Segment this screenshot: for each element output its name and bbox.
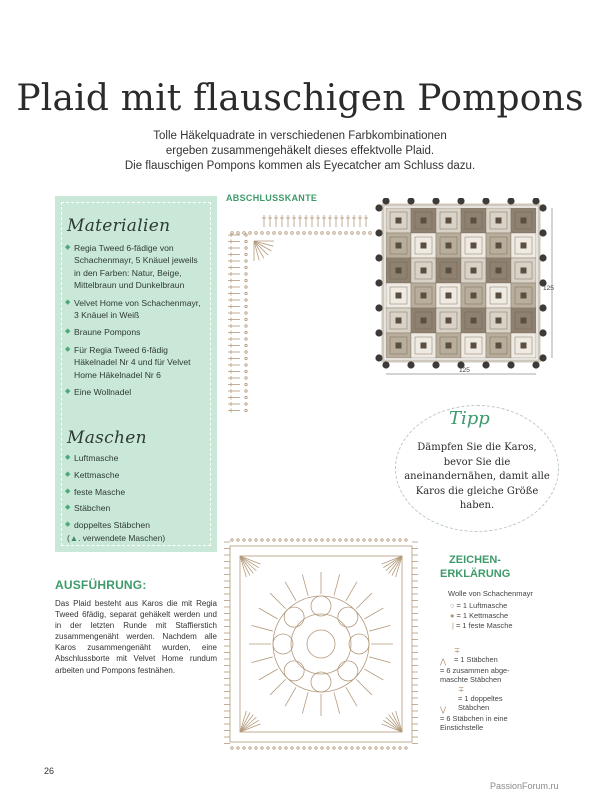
square-center — [421, 343, 427, 349]
square-center — [471, 243, 477, 249]
legend-label: = 6 zusammen abge- maschte Stäbchen — [440, 666, 510, 684]
chain-mark — [357, 539, 359, 541]
chain-mark — [309, 539, 311, 541]
square-center — [521, 343, 527, 349]
list-item: ◆ Braune Pompons — [65, 326, 205, 338]
chain-mark — [279, 539, 281, 541]
chain-mark — [375, 747, 377, 749]
chain-mark — [357, 232, 360, 235]
chain-mark — [285, 539, 287, 541]
square-center — [521, 268, 527, 274]
chain-mark — [345, 232, 348, 235]
chain-mark — [245, 325, 247, 327]
petal — [349, 634, 369, 654]
chain-mark — [261, 539, 263, 541]
chain-mark — [245, 396, 247, 398]
subtitle-line: Die flauschigen Pompons kommen als Eyecatcher am Schluss dazu. — [124, 160, 476, 172]
chain-mark — [245, 370, 247, 372]
chain-mark — [399, 539, 401, 541]
legend-label: = 1 doppeltes Stäbchen — [458, 694, 503, 712]
chain-mark — [245, 312, 247, 314]
square-center — [496, 268, 502, 274]
chain-mark — [291, 232, 294, 235]
chain-mark — [245, 318, 247, 320]
petal — [284, 661, 304, 681]
ray — [251, 657, 272, 663]
chain-mark — [273, 232, 276, 235]
chain-mark — [245, 260, 247, 262]
legend-heading — [440, 553, 510, 581]
blanket-diagram — [374, 198, 560, 376]
shell-icon: ⋁ — [440, 705, 447, 714]
chain-mark — [351, 232, 354, 235]
square-center — [396, 343, 402, 349]
stitches-heading: Maschen — [67, 428, 147, 448]
chain-mark — [333, 747, 335, 749]
chain-mark — [315, 539, 317, 541]
chain-mark — [245, 273, 247, 275]
square-center — [496, 293, 502, 299]
square-center — [421, 268, 427, 274]
chain-mark — [267, 539, 269, 541]
execution-text: Das Plaid besteht aus Karos die mit Regia Tweed 6fädig, separat gehäkelt werden und in der letzten Runde mit Staffierstich zusammengenäht werden. Nachdem alle Karos zusammengenäht wurden, eine Abschlussborte mit Velvet Home rundum arbeiten und Pompons festnähen. — [55, 599, 217, 675]
chain-mark — [273, 747, 275, 749]
list-item: ◆ Velvet Home von Schachenmayr, 3 Knäuel in Weiß — [65, 297, 205, 322]
chain-mark — [393, 747, 395, 749]
legend-label: = 1 Luftmasche — [456, 601, 508, 610]
legend-item — [450, 611, 508, 620]
pompon — [532, 361, 539, 368]
chain-mark — [381, 747, 383, 749]
subtitle-line: Tolle Häkelquadrate in verschiedenen Farbkombinationen — [153, 130, 447, 142]
chain-mark — [387, 747, 389, 749]
ray — [364, 608, 383, 619]
chain-mark — [245, 377, 247, 379]
cluster-icon: ⋀ — [440, 657, 447, 666]
chain-mark — [245, 279, 247, 281]
chain-mark — [381, 539, 383, 541]
chain-mark — [339, 747, 341, 749]
legend-label: = 1 feste Masche — [455, 621, 513, 630]
chain-mark — [375, 539, 377, 541]
chain-mark — [245, 266, 247, 268]
chain-mark — [285, 747, 287, 749]
chain-mark — [273, 539, 275, 541]
square-center — [446, 218, 452, 224]
chain-mark — [255, 232, 258, 235]
chain-mark — [369, 232, 372, 235]
chain-mark — [245, 240, 247, 242]
chain-mark — [303, 747, 305, 749]
materials-list — [65, 242, 205, 403]
list-item: ◆ Für Regia Tweed 6-fädig Häkelnadel Nr 4 und für Velvet Home Häkelnadel Nr 6 — [65, 344, 205, 381]
square-center — [396, 243, 402, 249]
chain-mark — [245, 351, 247, 353]
chain-mark — [237, 747, 239, 749]
pompon — [375, 204, 382, 211]
legend-label: = 1 Kettmasche — [456, 611, 509, 620]
petal — [311, 672, 331, 692]
chain-mark — [245, 299, 247, 301]
chain-mark — [363, 232, 366, 235]
legend-yarn: Wolle von Schachenmayr — [448, 589, 533, 598]
slip-stitch-icon: ● — [450, 611, 455, 620]
stitches-list — [65, 452, 205, 536]
petal — [273, 634, 293, 654]
chain-mark — [261, 747, 263, 749]
chain-mark — [249, 747, 251, 749]
chain-mark — [405, 539, 407, 541]
chain-mark — [245, 292, 247, 294]
width-label: 125 — [459, 367, 470, 374]
square-center — [396, 293, 402, 299]
treble-crochet-icon: ∓ — [458, 685, 465, 694]
chain-mark — [245, 338, 247, 340]
pompon — [375, 329, 382, 336]
square-center — [421, 218, 427, 224]
chain-mark — [245, 364, 247, 366]
chain-mark — [245, 344, 247, 346]
pompon — [375, 304, 382, 311]
ray — [356, 593, 372, 609]
pompon — [539, 354, 546, 361]
motif-chart — [222, 534, 420, 754]
single-crochet-icon: | — [452, 621, 454, 630]
square-center — [471, 218, 477, 224]
pompon — [375, 354, 382, 361]
chain-mark — [245, 383, 247, 385]
legend-label: = 6 Stäbchen in eine Einstichstelle — [440, 714, 508, 732]
ray — [369, 657, 390, 663]
chain-mark — [267, 232, 270, 235]
chain-mark — [387, 539, 389, 541]
chain-mark — [315, 747, 317, 749]
square-center — [446, 293, 452, 299]
square-center — [446, 318, 452, 324]
chain-mark — [351, 539, 353, 541]
chain-mark — [321, 747, 323, 749]
square-center — [471, 343, 477, 349]
chain-mark — [245, 305, 247, 307]
chain-mark — [279, 747, 281, 749]
pompon — [507, 361, 514, 368]
square-center — [421, 318, 427, 324]
pompon — [382, 361, 389, 368]
chain-mark — [339, 232, 342, 235]
stitches-note — [67, 533, 165, 543]
border-chart-heading: ABSCHLUSSKANTE — [226, 193, 318, 203]
chain-mark — [285, 232, 288, 235]
ray — [334, 574, 340, 595]
triangle-icon: ▲ — [69, 533, 79, 543]
page-number: 26 — [44, 766, 55, 776]
ray — [285, 582, 296, 601]
chain-mark — [255, 747, 257, 749]
pompon — [482, 361, 489, 368]
ray — [334, 692, 340, 713]
chain-mark — [297, 232, 300, 235]
square-center — [421, 293, 427, 299]
list-item: ◆ feste Masche — [65, 486, 205, 498]
list-item: ◆ Eine Wollnadel — [65, 386, 205, 398]
chain-mark — [333, 232, 336, 235]
square-center — [396, 318, 402, 324]
chain-mark — [351, 747, 353, 749]
square-center — [496, 318, 502, 324]
ray — [302, 692, 308, 713]
square-center — [446, 243, 452, 249]
height-label: 125 — [543, 285, 554, 292]
page-title: Plaid mit flauschigen Pompons — [16, 78, 584, 119]
chain-mark — [327, 232, 330, 235]
chain-mark — [291, 747, 293, 749]
pompon — [539, 329, 546, 336]
chain-mark — [327, 747, 329, 749]
chain-mark — [339, 539, 341, 541]
subtitle-line: ergeben zusammengehäkelt dieses effektvolle Plaid. — [165, 145, 435, 157]
pompon — [539, 304, 546, 311]
chain-mark — [237, 232, 240, 235]
motif-ring — [291, 614, 351, 674]
materials-heading: Materialien — [67, 216, 171, 236]
chain-mark — [291, 539, 293, 541]
chain-mark — [255, 539, 257, 541]
petal — [311, 596, 331, 616]
chain-mark — [231, 747, 233, 749]
chain-mark — [405, 747, 407, 749]
chain-mark — [245, 286, 247, 288]
chain-mark — [249, 232, 252, 235]
motif-ring — [273, 596, 369, 692]
ray — [369, 625, 390, 631]
double-crochet-icon: ∓ — [454, 646, 461, 655]
chain-mark — [245, 253, 247, 255]
chain-mark — [363, 539, 365, 541]
legend-heading-line: ERKLÄRUNG — [440, 568, 511, 580]
note-text: . verwendete Maschen) — [78, 533, 166, 543]
ray — [356, 679, 372, 695]
ray — [346, 687, 357, 706]
chain-mark — [245, 390, 247, 392]
chain-mark — [303, 232, 306, 235]
legend-item — [450, 601, 507, 610]
square-center — [421, 243, 427, 249]
ray — [259, 608, 278, 619]
list-item: ◆ Regia Tweed 6-fädige von Schachenmayr, 5 Knäuel jeweils in den Farben: Natur, Beige, Mittelbraun und Dunkelbraun — [65, 242, 205, 292]
chain-mark — [399, 747, 401, 749]
border-chart — [224, 205, 376, 425]
motif-ring — [307, 630, 335, 658]
chain-mark — [369, 747, 371, 749]
chain-mark — [333, 539, 335, 541]
chain-mark — [309, 232, 312, 235]
square-center — [471, 318, 477, 324]
legend-label: = 1 Stäbchen — [454, 655, 498, 664]
chain-mark — [345, 539, 347, 541]
chain-mark — [363, 747, 365, 749]
petal — [338, 607, 358, 627]
square-center — [496, 243, 502, 249]
legend-heading-line: ZEICHEN- — [449, 554, 501, 566]
petal — [338, 661, 358, 681]
chain-mark — [237, 539, 239, 541]
legend-item — [440, 696, 540, 732]
chain-mark — [279, 232, 282, 235]
chain-mark — [243, 747, 245, 749]
chain-mark — [249, 539, 251, 541]
ray — [346, 582, 357, 601]
materials-box — [55, 196, 217, 552]
watermark: PassionForum.ru — [490, 781, 559, 791]
chain-mark — [245, 234, 247, 236]
chain-mark — [245, 331, 247, 333]
square-center — [496, 218, 502, 224]
ray — [259, 669, 278, 680]
chain-mark — [357, 747, 359, 749]
chain-mark — [393, 539, 395, 541]
square-center — [521, 243, 527, 249]
chain-mark — [309, 747, 311, 749]
square-center — [521, 318, 527, 324]
tip-text: Dämpfen Sie die Karos, bevor Sie die aneinandernähen, damit alle Karos die gleiche Größe haben. — [404, 442, 550, 511]
legend-item — [452, 621, 512, 630]
pompon — [375, 229, 382, 236]
chain-stitch-icon: ○ — [450, 601, 455, 610]
ray — [285, 687, 296, 706]
square-center — [446, 343, 452, 349]
page-subtitle — [80, 129, 520, 174]
petal — [284, 607, 304, 627]
pompon — [539, 254, 546, 261]
chain-mark — [369, 539, 371, 541]
execution-heading: AUSFÜHRUNG: — [55, 578, 147, 592]
square-center — [446, 268, 452, 274]
chain-mark — [245, 247, 247, 249]
chain-mark — [243, 539, 245, 541]
tip-heading: Tipp — [449, 408, 490, 429]
chain-mark — [297, 747, 299, 749]
list-item: ◆ doppeltes Stäbchen — [65, 519, 205, 531]
list-item: ◆ Luftmasche — [65, 452, 205, 464]
square-center — [471, 268, 477, 274]
square-center — [496, 343, 502, 349]
chain-mark — [321, 232, 324, 235]
pompon — [539, 229, 546, 236]
chain-mark — [245, 357, 247, 359]
ray — [251, 625, 272, 631]
chain-mark — [327, 539, 329, 541]
tip-bubble — [395, 405, 559, 532]
chain-mark — [345, 747, 347, 749]
chain-mark — [315, 232, 318, 235]
square-center — [396, 268, 402, 274]
list-item: ◆ Kettmasche — [65, 469, 205, 481]
chain-mark — [267, 747, 269, 749]
pompon — [432, 361, 439, 368]
ray — [270, 593, 286, 609]
list-item: ◆ Stäbchen — [65, 502, 205, 514]
pompon — [375, 279, 382, 286]
pompon — [407, 361, 414, 368]
ray — [364, 669, 383, 680]
chain-mark — [245, 409, 247, 411]
square-center — [521, 218, 527, 224]
ray — [270, 679, 286, 695]
pompon — [539, 204, 546, 211]
chain-mark — [231, 539, 233, 541]
pompon — [375, 254, 382, 261]
square-center — [396, 218, 402, 224]
note-open: ( — [67, 533, 70, 543]
chain-mark — [245, 403, 247, 405]
square-center — [471, 293, 477, 299]
chain-mark — [321, 539, 323, 541]
chain-mark — [303, 539, 305, 541]
ray — [302, 574, 308, 595]
chain-mark — [297, 539, 299, 541]
chain-mark — [261, 232, 264, 235]
square-center — [521, 293, 527, 299]
